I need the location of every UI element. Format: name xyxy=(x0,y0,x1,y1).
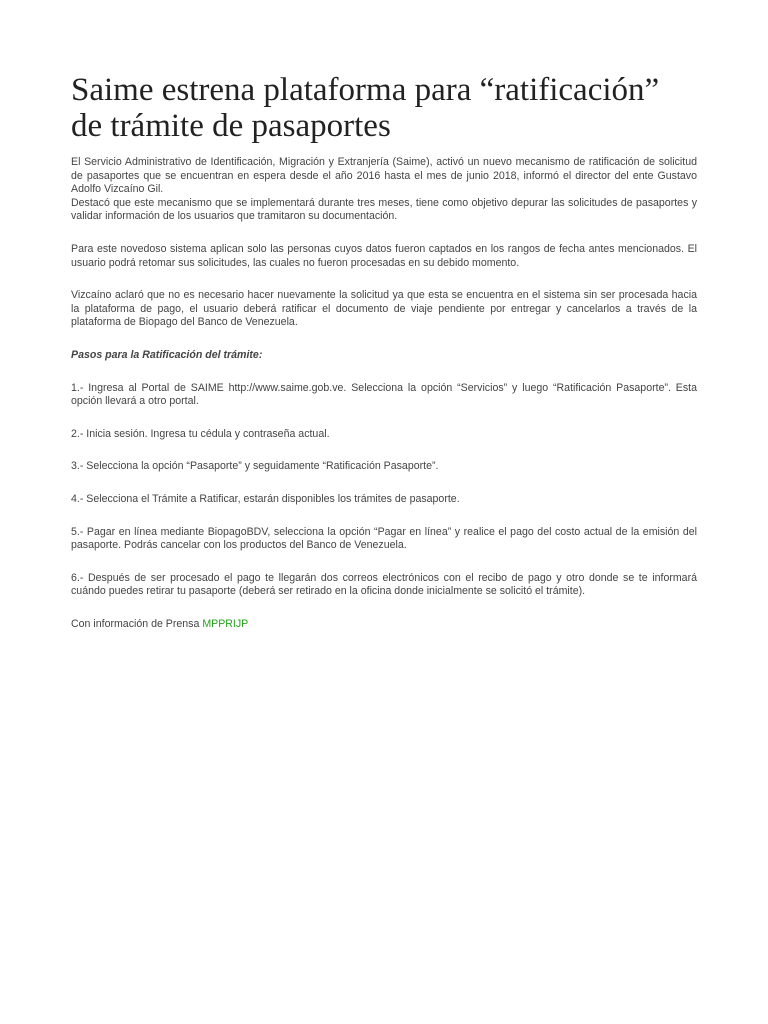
step-3: 3.- Selecciona la opción “Pasaporte” y seguidamente “Ratificación Pasaporte”. xyxy=(71,460,439,473)
steps-heading: Pasos para la Ratificación del trámite: xyxy=(71,348,263,361)
paragraph-objective: Destacó que este mecanismo que se implementará durante tres meses, tiene como objetivo depurar las solicitudes de pasaportes y validar información de los usuarios que tramitaron su documentación. xyxy=(71,196,697,223)
paragraph-clarification: Vizcaíno aclaró que no es necesario hacer nuevamente la solicitud ya que esta se encuentra en el sistema sin ser procesada hacia la plataforma de pago, el usuario deberá ratificar el documento de viaje pendiente por entregar y cancelarlos a través de la plataforma de Biopago del Banco de Venezuela. xyxy=(71,289,697,329)
source-link[interactable]: MPPRIJP xyxy=(202,617,249,630)
source-prefix: Con información de Prensa xyxy=(71,617,203,630)
article-title: Saime estrena plataforma para “ratificación” de trámite de pasaportes xyxy=(71,72,660,144)
step-2: 2.- Inicia sesión. Ingresa tu cédula y contraseña actual. xyxy=(71,427,330,440)
article xyxy=(71,72,697,631)
step-1: 1.- Ingresa al Portal de SAIME http://www.saime.gob.ve. Selecciona la opción “Servicios” y luego “Ratificación Pasaporte”. Esta opción llevará a otro portal. xyxy=(71,381,697,408)
source-credit xyxy=(71,618,697,632)
step-5: 5.- Pagar en línea mediante BiopagoBDV, selecciona la opción “Pagar en línea” y realice el pago del costo actual de la emisión del pasaporte. Podrás cancelar con los productos del Banco de Venezuela. xyxy=(71,525,697,552)
step-6: 6.- Después de ser procesado el pago te llegarán dos correos electrónicos con el recibo de pago y otro donde se te informará cuándo puedes retirar tu pasaporte (deberá ser retirado en la oficina donde inicialmente se solicitó el trámite). xyxy=(71,571,697,598)
step-4: 4.- Selecciona el Trámite a Ratificar, estarán disponibles los trámites de pasaporte. xyxy=(71,492,460,505)
paragraph-eligibility: Para este novedoso sistema aplican solo las personas cuyos datos fueron captados en los rangos de fecha antes mencionados. El usuario podrá retomar sus solicitudes, las cuales no fueron procesadas en su debido momento. xyxy=(71,242,697,269)
paragraph-intro: El Servicio Administrativo de Identificación, Migración y Extranjería (Saime), activó un nuevo mecanismo de ratificación de solicitud de pasaportes que se encuentran en espera desde el año 2016 hasta el mes de junio 2018, informó el director del ente Gustavo Adolfo Vizcaíno Gil. xyxy=(71,156,697,196)
